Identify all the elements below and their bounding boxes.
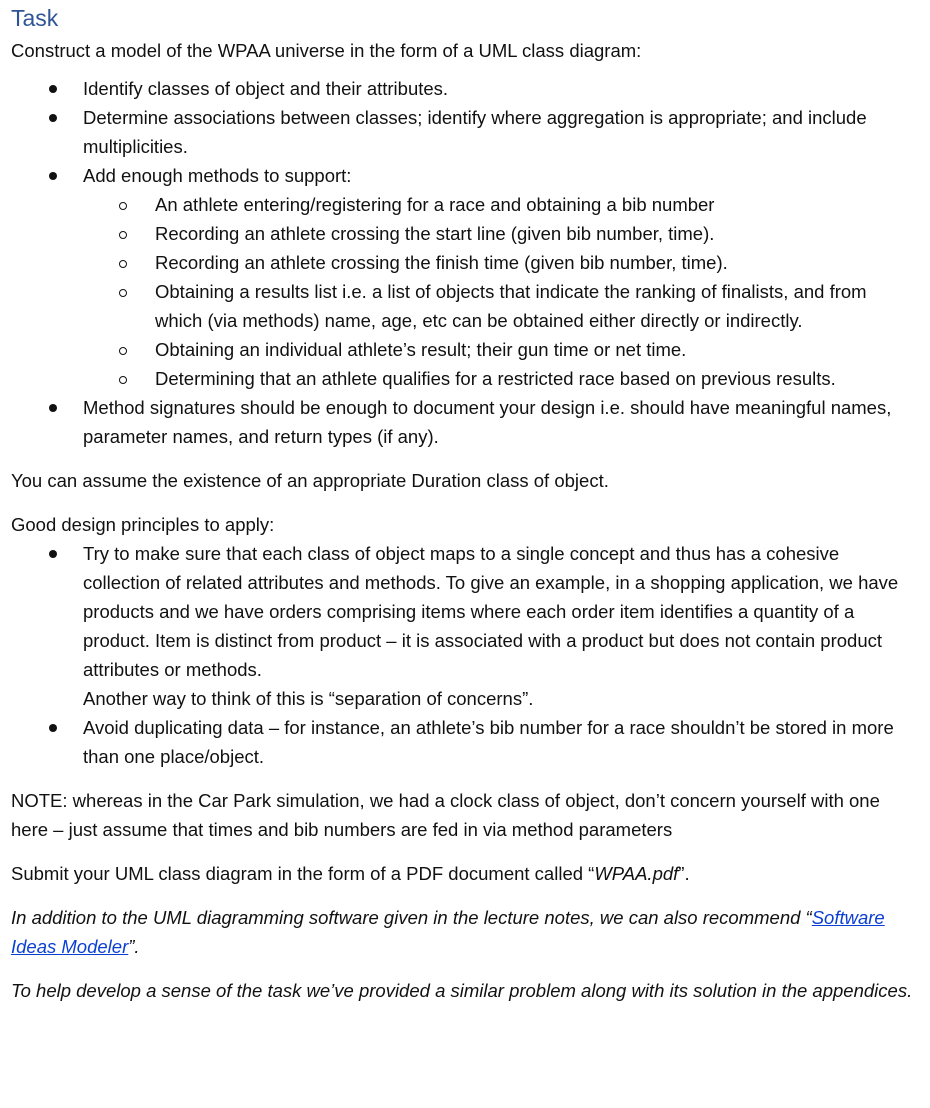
method-sub-list [83,190,919,393]
recommend-pre: In addition to the UML diagramming software given in the lecture notes, we can also recommend “ [11,907,812,928]
sub-bullet-item: Recording an athlete crossing the start line (given bib number, time). [11,219,919,248]
submit-post: ”. [678,863,690,884]
section-heading: Task [11,5,59,31]
bullet-item [11,539,919,713]
principle-text-extra: Another way to think of this is “separation of concerns”. [83,688,534,709]
bullet-item: Determine associations between classes; identify where aggregation is appropriate; and include multiplicities. [11,103,919,161]
bullet-item: Avoid duplicating data – for instance, an athlete’s bib number for a race shouldn’t be stored in more than one place/object. [11,713,919,771]
recommend-text [11,903,919,961]
principles-bullet-list [11,539,919,771]
principles-intro: Good design principles to apply: [11,514,275,535]
task-bullet-list [11,74,919,451]
principle-text: Try to make sure that each class of object maps to a single concept and thus has a cohesive collection of related attributes and methods. To give an example, in a shopping application, we have products and we have orders comprising items where each order item identifies a quantity of a product. Item is distinct from product – it is associated with a product but does not contain product attributes or methods. [83,543,899,680]
bullet-text: Add enough methods to support: [83,165,352,186]
appendix-text [11,976,919,1005]
submit-filename: WPAA.pdf [594,863,679,884]
duration-note: You can assume the existence of an appropriate Duration class of object. [11,470,609,491]
sub-bullet-item: Obtaining an individual athlete’s result; their gun time or net time. [11,335,919,364]
appendix-italic: To help develop a sense of the task we’ve provided a similar problem along with its solution in the appendices. [11,980,913,1001]
sub-bullet-item: Obtaining a results list i.e. a list of objects that indicate the ranking of finalists, and from which (via methods) name, age, etc can be obtained either directly or indirectly. [11,277,919,335]
recommend-post: ”. [128,936,140,957]
submit-pre: Submit your UML class diagram in the form of a PDF document called “ [11,863,595,884]
sub-bullet-item: An athlete entering/registering for a race and obtaining a bib number [11,190,919,219]
intro-text: Construct a model of the WPAA universe in the form of a UML class diagram: [11,40,642,61]
sub-bullet-item: Recording an athlete crossing the finish time (given bib number, time). [11,248,919,277]
submit-text [11,859,919,888]
bullet-item: Method signatures should be enough to document your design i.e. should have meaningful names, parameter names, and return types (if any). [11,393,919,451]
note-text: NOTE: whereas in the Car Park simulation, we had a clock class of object, don’t concern yourself with one here – just assume that times and bib numbers are fed in via method parameters [11,790,880,840]
sub-bullet-item: Determining that an athlete qualifies for a restricted race based on previous results. [11,364,919,393]
software-ideas-modeler-link[interactable]: Software Ideas Modeler [11,907,885,957]
bullet-item: Identify classes of object and their attributes. [11,74,919,103]
bullet-item [11,161,919,393]
